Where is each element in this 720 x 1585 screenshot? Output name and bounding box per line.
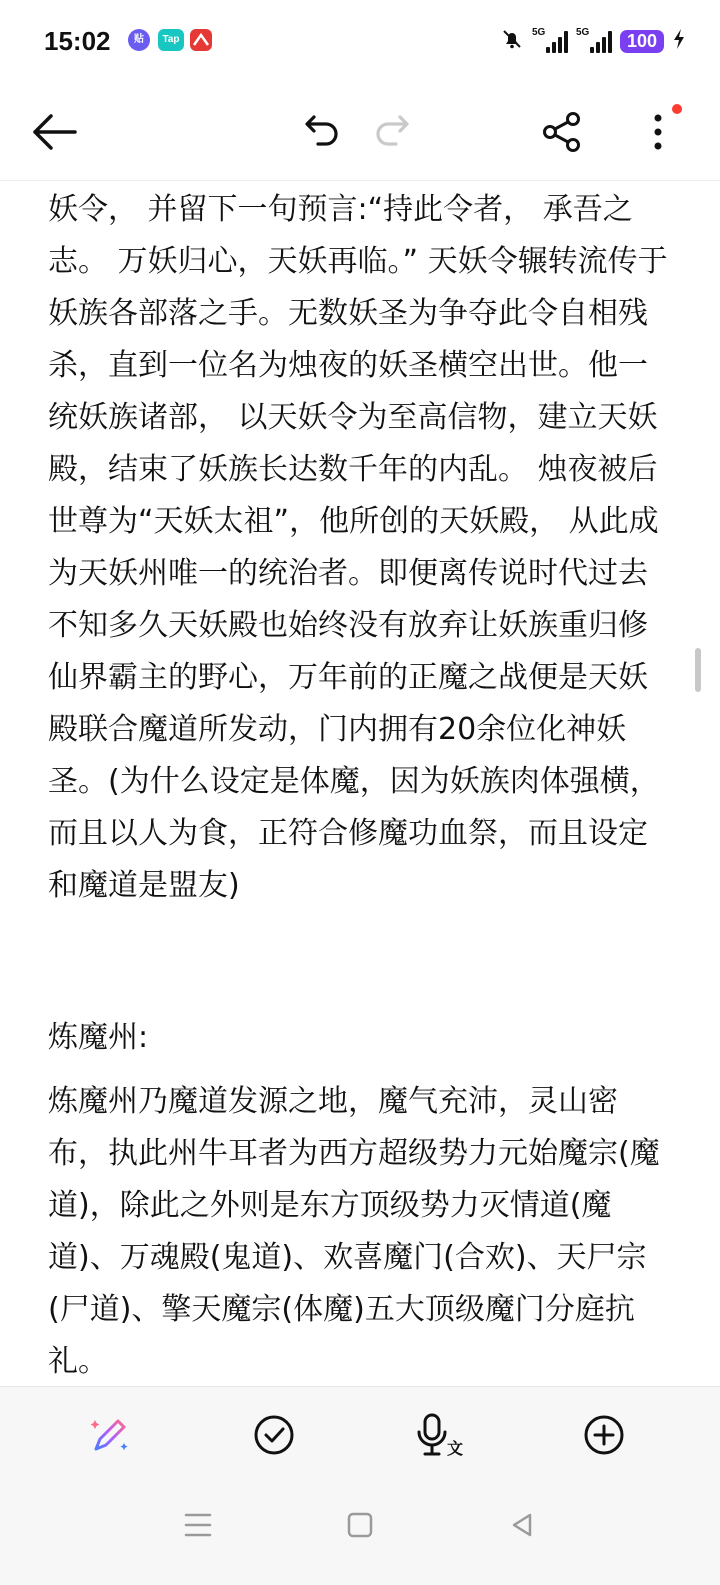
- undo-icon[interactable]: [296, 108, 344, 156]
- status-time: 15:02: [44, 26, 111, 56]
- status-bar: [0, 0, 720, 84]
- share-icon[interactable]: [538, 108, 586, 156]
- note-paragraph[interactable]: 妖令， 并留下一句预言:“持此令者， 承吾之志。 万妖归心，天妖再临。” 天妖令辗转流传于妖族各部落之手。无数妖圣为争夺此令自相残杀，直到一位名为烛夜的妖圣横空出世。他一统妖族诸部， 以天妖令为至高信物，建立天妖殿，结束了妖族长达数千年的内乱。 烛夜被后世尊为“天妖太祖”，他所创的天妖殿， 从此成为天妖州唯一的统治者。即便离传说时代过去不知多久天妖殿也始终没有放弃让妖族重归修仙界霸主的野心，万年前的正魔之战便是天妖殿联合魔道所发动，门内拥有20余位化神妖圣。(为什么设定是体魔，因为妖族肉体强横，而且以人为食，正符合修魔功血祭，而且设定和魔道是盟友): [48, 192, 668, 903]
- mute-bell-icon: [500, 27, 524, 55]
- checklist-icon[interactable]: [246, 1407, 302, 1463]
- battery-level: 100: [620, 30, 664, 53]
- bottom-toolbar: [0, 1386, 720, 1585]
- scrollbar-thumb[interactable]: [695, 648, 701, 692]
- editor-toolbar: [0, 84, 720, 181]
- nav-home-icon[interactable]: [340, 1505, 380, 1545]
- svg-text:文: 文: [447, 1439, 463, 1458]
- back-arrow-icon[interactable]: [30, 108, 78, 156]
- nav-menu-icon[interactable]: [178, 1505, 218, 1545]
- note-heading[interactable]: 炼魔州:: [48, 1020, 149, 1055]
- note-content[interactable]: [48, 184, 668, 1380]
- superstar-app-icon: [190, 29, 212, 51]
- redo-icon[interactable]: [370, 108, 418, 156]
- taptap-app-icon: Tap: [158, 29, 184, 51]
- signal-strength-1: 5G: [532, 29, 568, 53]
- add-icon[interactable]: [576, 1407, 632, 1463]
- note-paragraph[interactable]: 炼魔州乃魔道发源之地，魔气充沛，灵山密布，执此州牛耳者为西方超级势力元始魔宗(魔道)，除此之外则是东方顶级势力灭情道(魔道)、万魂殿(鬼道)、欢喜魔门(合欢)、天尸宗(尸道)、擎天魔宗(体魔)五大顶级魔门分庭抗礼。: [48, 1084, 660, 1379]
- more-vertical-icon[interactable]: [634, 108, 682, 156]
- signal-strength-2: 5G: [576, 29, 612, 53]
- voice-to-text-icon[interactable]: [410, 1407, 466, 1463]
- nav-back-icon[interactable]: [502, 1505, 542, 1545]
- charging-icon: [672, 28, 686, 54]
- tieba-app-icon: 贴: [128, 29, 150, 51]
- notification-dot: [672, 104, 682, 114]
- ai-pen-icon[interactable]: [82, 1407, 138, 1463]
